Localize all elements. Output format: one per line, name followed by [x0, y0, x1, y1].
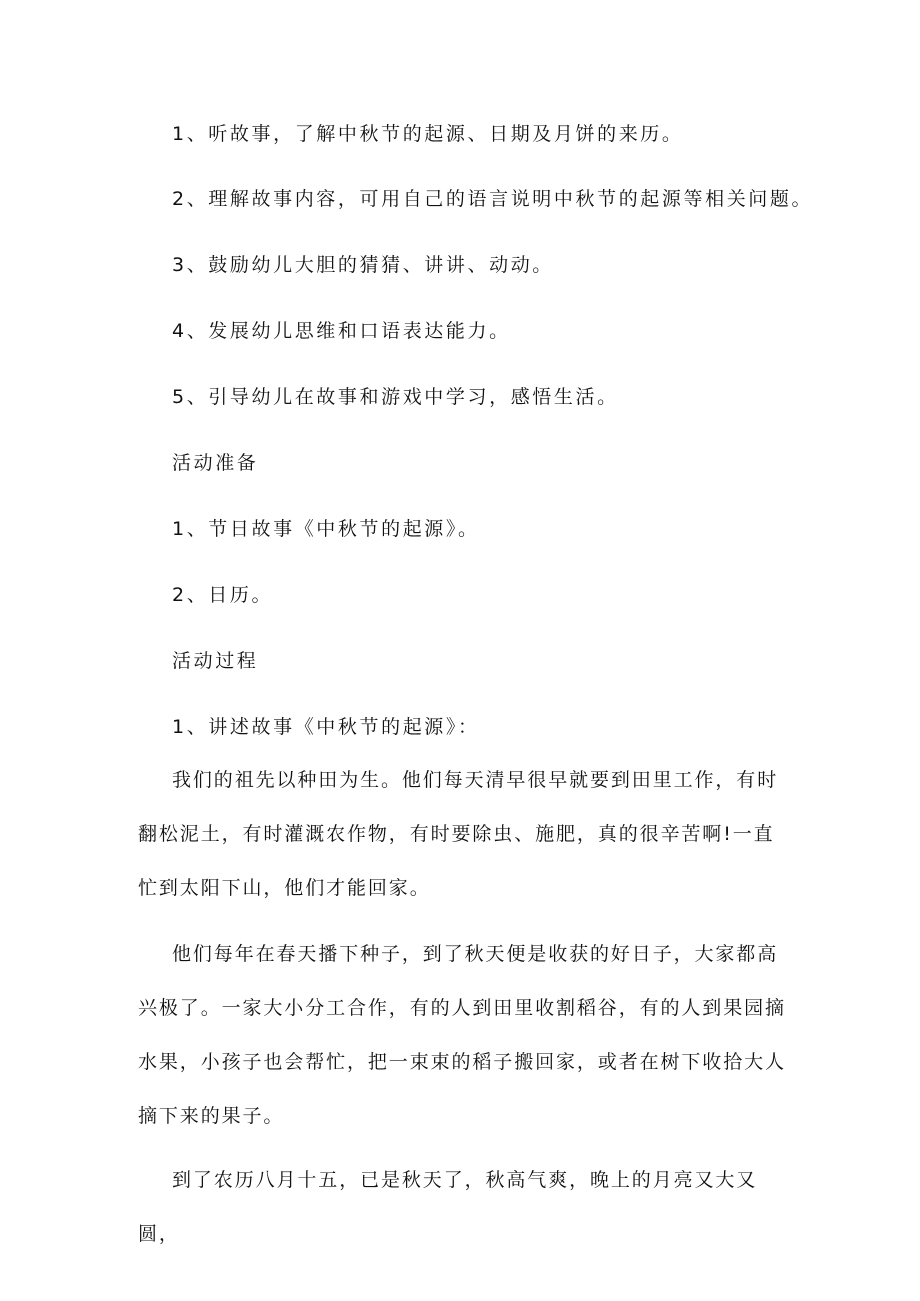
objective-item: 1、听故事，了解中秋节的起源、日期及月饼的来历。: [172, 123, 684, 145]
objective-item: 3、鼓励幼儿大胆的猜猜、讲讲、动动。: [172, 254, 554, 276]
section-heading-process: 活动过程: [172, 650, 259, 672]
story-paragraph: 他们每年在春天播下种子，到了秋天便是收获的好日子，大家都高兴极了。一家大小分工合作，有的人到田里收割稻谷，有的人到果园摘水果，小孩子也会帮忙，把一束束的稻子搬回家，或者在树下收拾大人摘下来的果子。: [138, 943, 786, 1127]
objective-item: 5、引导幼儿在故事和游戏中学习，感悟生活。: [172, 386, 619, 408]
process-step: 1、讲述故事《中秋节的起源》：: [172, 716, 480, 738]
objective-item: 2、理解故事内容，可用自己的语言说明中秋节的起源等相关问题。: [172, 188, 814, 210]
story-paragraph: 我们的祖先以种田为生。他们每天清早很早就要到田里工作，有时翻松泥土，有时灌溉农作物，有时要除虫、施肥，真的很辛苦啊!一直忙到太阳下山，他们才能回家。: [138, 769, 779, 899]
objective-item: 4、发展幼儿思维和口语表达能力。: [172, 320, 511, 342]
preparation-item: 2、日历。: [172, 584, 274, 606]
preparation-item: 1、节日故事《中秋节的起源》。: [172, 518, 480, 540]
section-heading-preparation: 活动准备: [172, 452, 259, 474]
story-paragraph: 到了农历八月十五，已是秋天了，秋高气爽，晚上的月亮又大又圆，: [138, 1169, 758, 1245]
